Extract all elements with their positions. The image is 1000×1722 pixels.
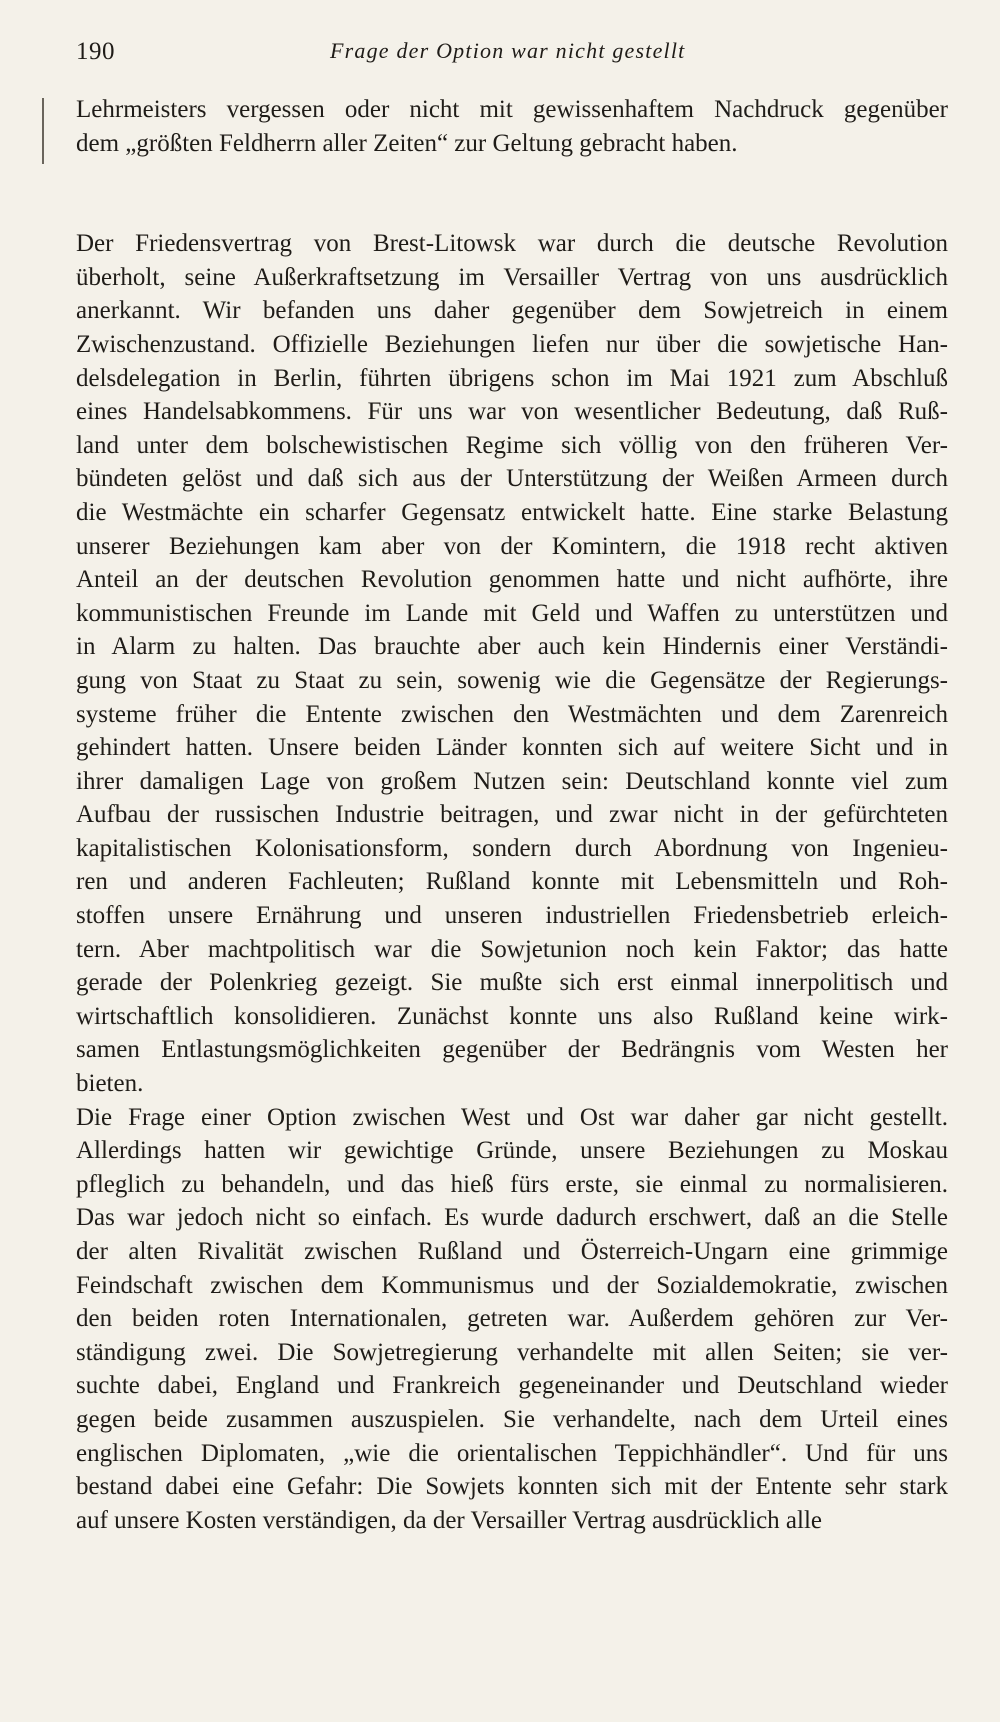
text-line: delsdelegation in Berlin, führten übrigens schon im Mai 1921 zum Abschluß — [76, 364, 948, 392]
text-line: Lehrmeisters vergessen oder nicht mit gewissenhaftem Nachdruck gegenüber — [76, 96, 948, 123]
text-line: bieten. — [76, 1070, 144, 1098]
text-line: wirtschaftlich konsolidieren. Zunächst konnte uns also Rußland keine wirk- — [76, 1002, 948, 1030]
page-number: 190 — [76, 38, 115, 65]
paragraph-3 — [76, 1101, 948, 1538]
paragraph-2 — [76, 227, 948, 1100]
text-line: samen Entlastungsmöglichkeiten gegenüber der Bedrängnis vom Westen her — [76, 1036, 948, 1064]
text-line: ständigung zwei. Die Sowjetregierung verhandelte mit allen Seiten; sie ver- — [76, 1338, 948, 1366]
text-line: den beiden roten Internationalen, getreten war. Außerdem gehören zur Ver- — [76, 1305, 948, 1333]
text-line: Die Frage einer Option zwischen West und Ost war daher gar nicht gestellt. — [76, 1103, 948, 1131]
text-line: ihrer damaligen Lage von großem Nutzen sein: Deutschland konnte viel zum — [76, 767, 948, 795]
text-line: kommunistischen Freunde im Lande mit Geld und Waffen zu unterstützen und — [76, 599, 948, 627]
text-line: eines Handelsabkommens. Für uns war von wesentlicher Bedeutung, daß Ruß- — [76, 398, 948, 426]
text-line: pfleglich zu behandeln, und das hieß fürs erste, sie einmal zu normalisieren. — [76, 1170, 948, 1198]
text-line: auf unsere Kosten verständigen, da der Versailler Vertrag ausdrücklich alle — [76, 1506, 823, 1534]
body-text — [76, 93, 948, 1537]
text-line: bestand dabei eine Gefahr: Die Sowjets konnten sich mit der Entente sehr stark — [76, 1473, 948, 1501]
text-line: englischen Diplomaten, „wie die orientalischen Teppichhändler“. Und für uns — [76, 1439, 948, 1467]
text-line: bündeten gelöst und daß sich aus der Unterstützung der Weißen Armeen durch — [76, 465, 948, 493]
text-line: Aufbau der russischen Industrie beitragen, und zwar nicht in der gefürchteten — [76, 801, 948, 829]
text-line: in Alarm zu halten. Das brauchte aber auch kein Hindernis einer Verständi- — [76, 633, 948, 661]
text-line: Feindschaft zwischen dem Kommunismus und der Sozialdemokratie, zwischen — [76, 1271, 948, 1299]
margin-mark — [42, 98, 44, 164]
text-line: Zwischenzustand. Offizielle Beziehungen liefen nur über die sowjetische Han- — [76, 330, 948, 358]
text-line: Allerdings hatten wir gewichtige Gründe, unsere Beziehungen zu Moskau — [76, 1137, 948, 1165]
running-head — [76, 38, 948, 74]
text-line: dem „größten Feldherrn aller Zeiten“ zur Geltung gebracht haben. — [76, 129, 738, 157]
text-line: Anteil an der deutschen Revolution genommen hatte und nicht aufhörte, ihre — [76, 566, 948, 594]
text-line: land unter dem bolschewistischen Regime sich völlig von den früheren Ver- — [76, 431, 948, 459]
text-line: anerkannt. Wir befanden uns daher gegenüber dem Sowjetreich in einem — [76, 297, 948, 325]
text-line: systeme früher die Entente zwischen den Westmächten und dem Zarenreich — [76, 700, 948, 728]
paragraph-1 — [76, 93, 948, 160]
text-line: die Westmächte ein scharfer Gegensatz entwickelt hatte. Eine starke Belastung — [76, 498, 948, 526]
paragraph-gap — [76, 160, 948, 227]
text-line: ren und anderen Fachleuten; Rußland konnte mit Lebensmitteln und Roh- — [76, 868, 948, 896]
text-line: suchte dabei, England und Frankreich gegeneinander und Deutschland wieder — [76, 1372, 948, 1400]
text-line: überholt, seine Außerkraftsetzung im Versailler Vertrag von uns ausdrücklich — [76, 263, 948, 291]
text-line: kapitalistischen Kolonisationsform, sondern durch Abordnung von Ingenieu- — [76, 834, 948, 862]
text-line: Das war jedoch nicht so einfach. Es wurde dadurch erschwert, daß an die Stelle — [76, 1204, 948, 1232]
text-line: Der Friedensvertrag von Brest-Litowsk war durch die deutsche Revolution — [76, 230, 948, 258]
running-head-title: Frage der Option war nicht gestellt — [330, 38, 686, 63]
text-line: gung von Staat zu Staat zu sein, sowenig wie die Gegensätze der Regierungs- — [76, 666, 948, 694]
text-line: der alten Rivalität zwischen Rußland und Österreich-Ungarn eine grimmige — [76, 1238, 948, 1265]
text-line: gerade der Polenkrieg gezeigt. Sie mußte sich erst einmal innerpolitisch und — [76, 969, 948, 997]
text-line: gehindert hatten. Unsere beiden Länder konnten sich auf weitere Sicht und in — [76, 734, 948, 762]
text-line: gegen beide zusammen auszuspielen. Sie verhandelte, nach dem Urteil eines — [76, 1405, 948, 1433]
text-line: unserer Beziehungen kam aber von der Komintern, die 1918 recht aktiven — [76, 532, 948, 560]
text-line: tern. Aber machtpolitisch war die Sowjetunion noch kein Faktor; das hatte — [76, 935, 948, 963]
text-line: stoffen unsere Ernährung und unseren industriellen Friedensbetrieb erleich- — [76, 902, 948, 930]
